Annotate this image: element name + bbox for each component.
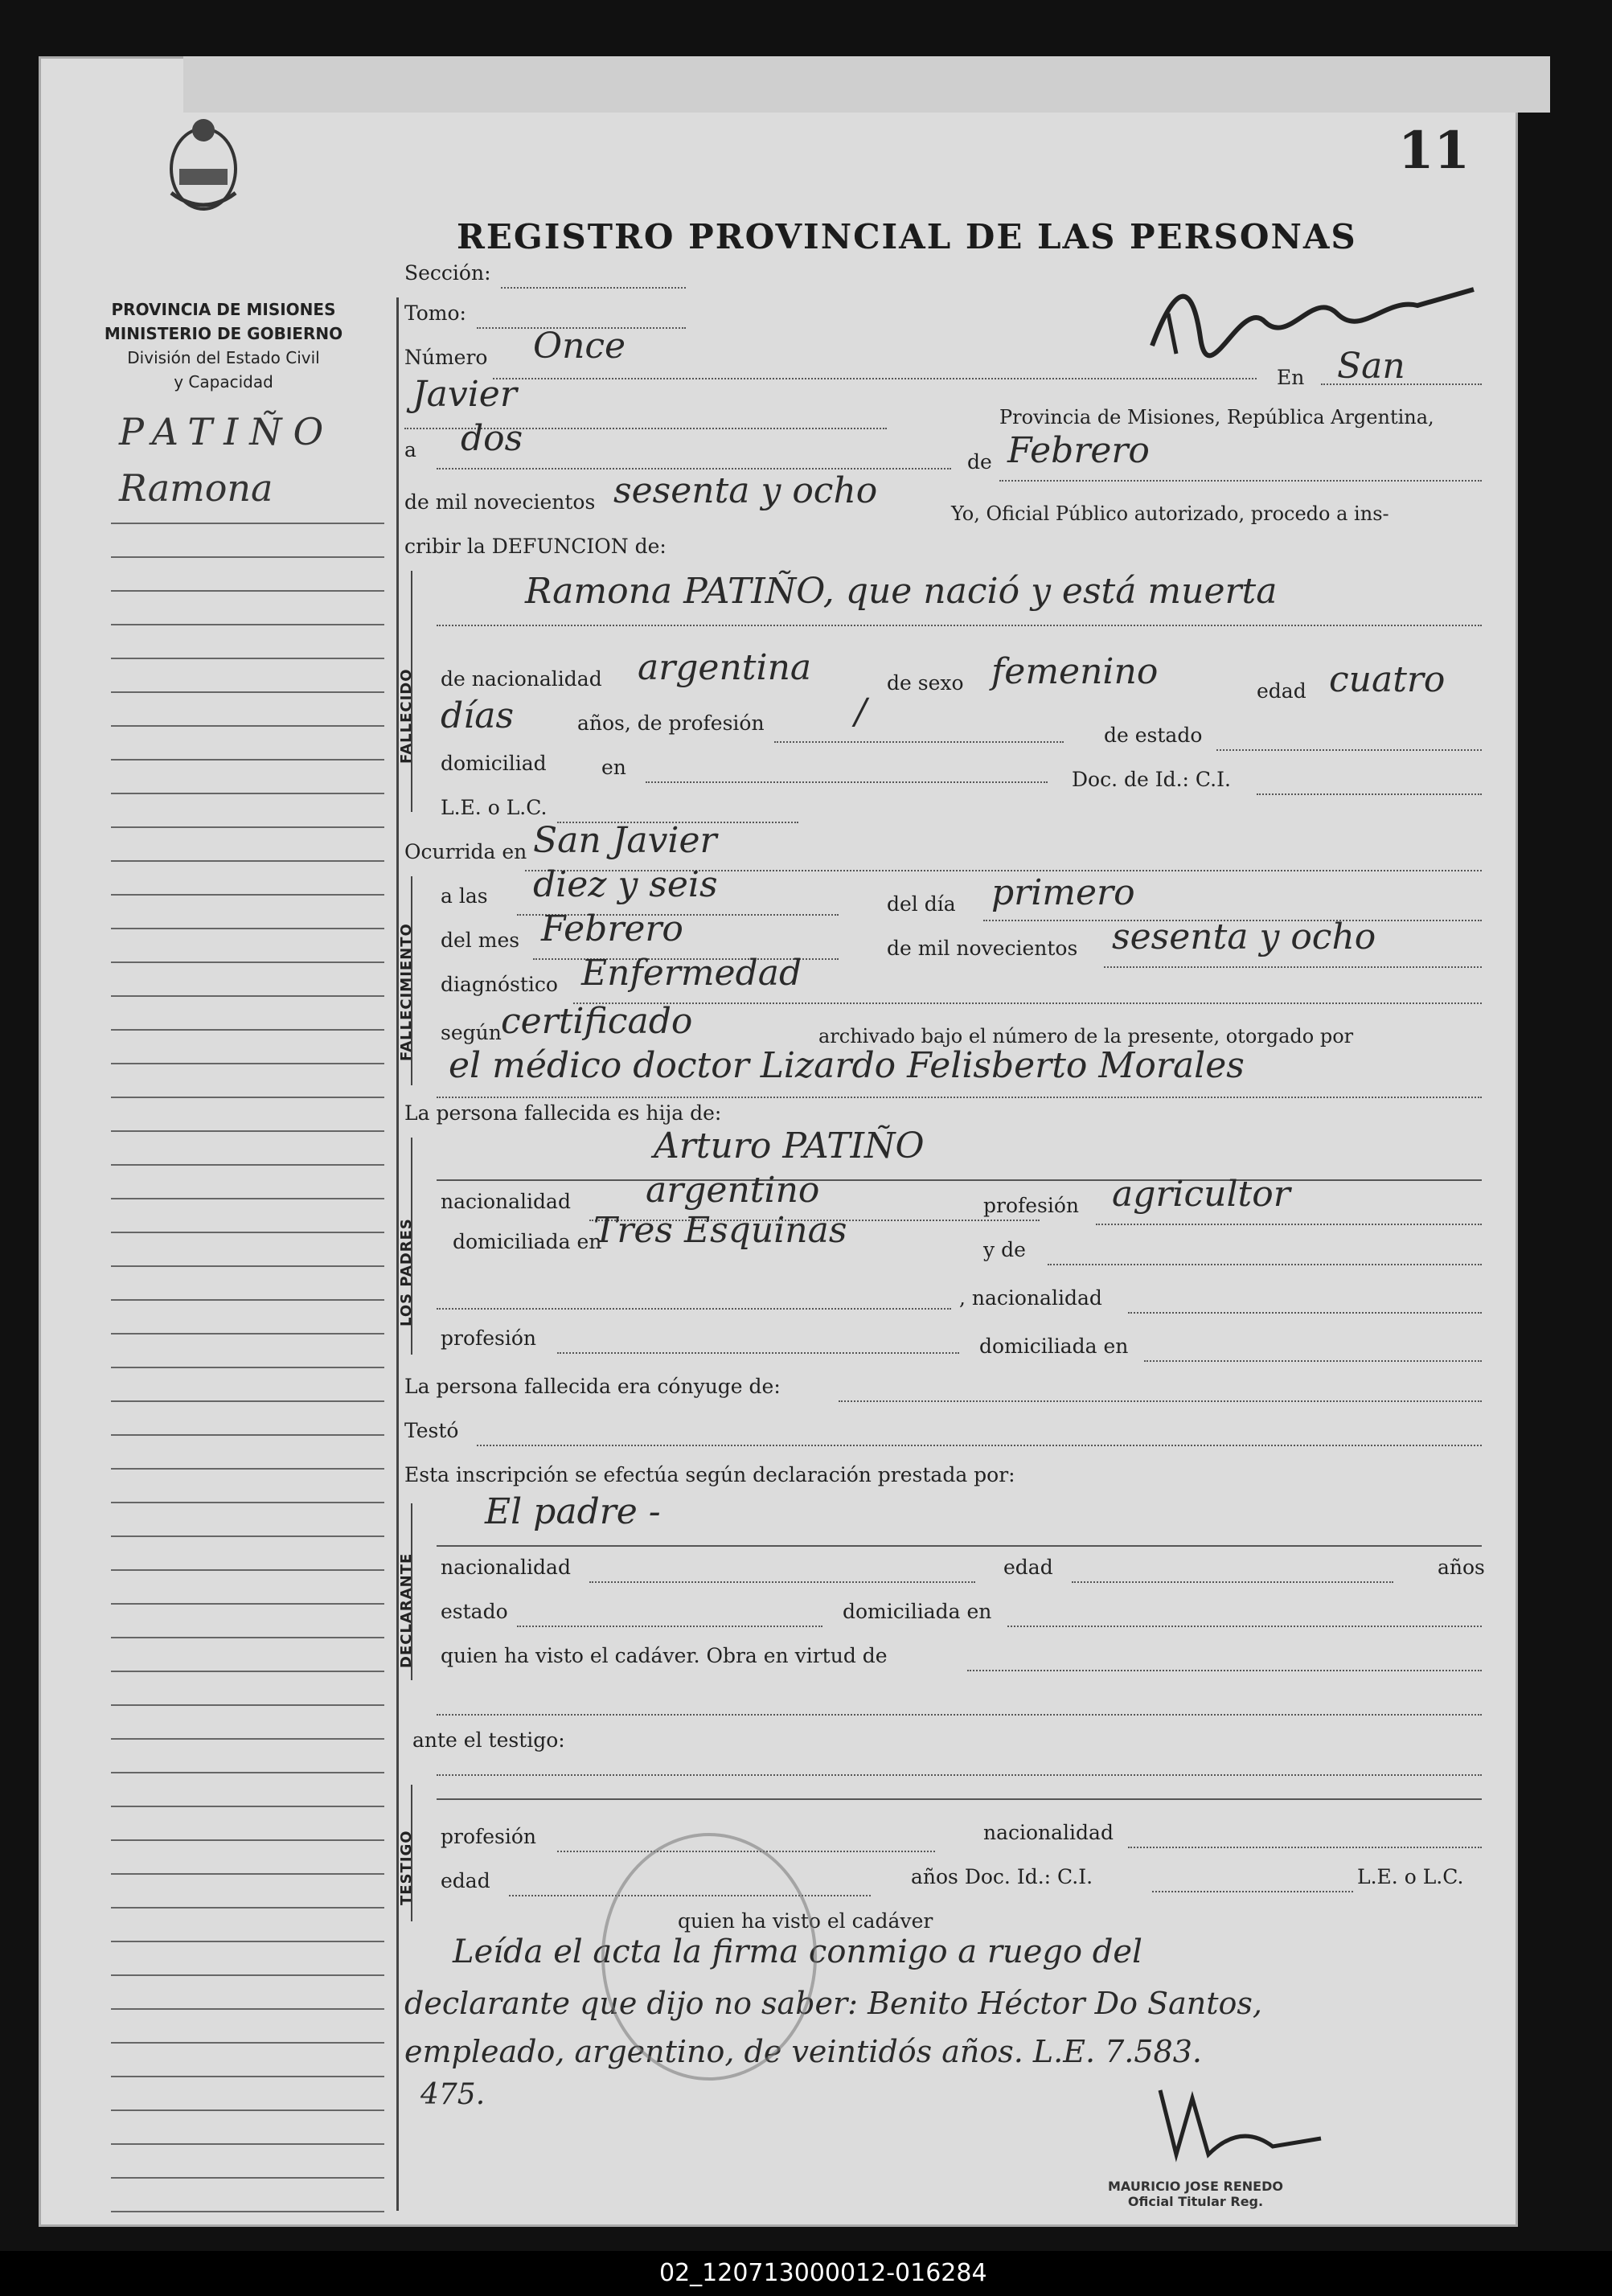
- padres-profesion2-label: profesión: [441, 1326, 537, 1350]
- sexo-value: femenino: [991, 651, 1159, 692]
- officer-title: Oficial Titular Reg.: [1127, 2194, 1264, 2209]
- declarante-name-value: El padre -: [485, 1491, 661, 1532]
- document-page: [39, 56, 1518, 2227]
- diagnostico-value: Enfermedad: [581, 953, 802, 994]
- officer-signature: [1144, 2074, 1353, 2171]
- seccion-label: Sección:: [404, 261, 491, 285]
- estado-label: de estado: [1104, 724, 1203, 747]
- office-line-3: División del Estado Civil: [127, 348, 320, 367]
- padres-nacionalidad2-label: , nacionalidad: [959, 1286, 1102, 1310]
- en-domicilio-label: en: [601, 756, 626, 779]
- edad-label: edad: [1257, 679, 1306, 703]
- tomo-label: Tomo:: [404, 301, 466, 325]
- nacionalidad-label: de nacionalidad: [441, 667, 602, 691]
- official-stamp: [601, 1833, 817, 2081]
- registrar-signature: [1144, 265, 1482, 362]
- y-de-label: y de: [983, 1238, 1026, 1261]
- declaracion-label: Esta inscripción se efectúa según declaración prestada por:: [404, 1463, 1015, 1486]
- numero-value: Once: [533, 326, 626, 367]
- officer-name: MAURICIO JOSE RENEDO: [1108, 2179, 1283, 2194]
- fallecimiento-section-label: FALLECIMIENTO: [398, 923, 415, 1061]
- fallecimiento-year-value: sesenta y ocho: [1112, 916, 1376, 957]
- declarante-section-label: DECLARANTE: [398, 1552, 415, 1668]
- ocurrida-value: San Javier: [533, 820, 717, 861]
- previous-page-edge: [183, 56, 1550, 113]
- ocurrida-label: Ocurrida en: [404, 840, 527, 863]
- padres-section-label: LOS PADRES: [398, 1218, 415, 1326]
- padre-value: Arturo PATIÑO: [654, 1125, 925, 1166]
- del-dia-value: primero: [991, 872, 1135, 913]
- deceased-name-value: Ramona PATIÑO, que nació y está muerta: [525, 571, 1278, 612]
- padres-domiciliada-value: Tres Esquinas: [593, 1210, 847, 1251]
- day-value: dos: [461, 418, 523, 459]
- a-label: a: [404, 438, 416, 461]
- padres-domiciliada2-label: domiciliada en: [979, 1335, 1129, 1358]
- provincia-text: Provincia de Misiones, República Argentina,: [999, 406, 1434, 428]
- archivado-text: archivado bajo el número de la presente, otorgado por: [818, 1025, 1354, 1048]
- testo-label: Testó: [404, 1419, 459, 1442]
- margin-given-name: Ramona: [119, 466, 273, 510]
- page-number: 11: [1397, 121, 1470, 181]
- testigo-cadaver-label: quien ha visto el cadáver: [678, 1909, 933, 1933]
- padres-nacionalidad-value: argentino: [646, 1170, 820, 1211]
- profesion-value: /: [855, 691, 867, 732]
- en-value: San: [1337, 346, 1405, 387]
- declarante-estado-label: estado: [441, 1600, 508, 1623]
- padres-profesion-label: profesión: [983, 1194, 1080, 1217]
- declarante-domiciliada-label: domiciliada en: [843, 1600, 992, 1623]
- closing-line-3: empleado, argentino, de veintidós años. L.E. 7.583.: [404, 2034, 1202, 2069]
- doc-id-label: Doc. de Id.: C.I.: [1072, 768, 1231, 791]
- a-las-label: a las: [441, 884, 488, 908]
- declarante-cadaver-label: quien ha visto el cadáver. Obra en virtud de: [441, 1644, 888, 1667]
- padres-nacionalidad-label: nacionalidad: [441, 1190, 571, 1213]
- closing-line-4: 475.: [420, 2078, 486, 2111]
- closing-line-2: declarante que dijo no saber: Benito Héctor Do Santos,: [404, 1986, 1262, 2021]
- closing-line-1: Leída el acta la firma conmigo a ruego del: [453, 1933, 1142, 1970]
- numero-label: Número: [404, 346, 488, 369]
- del-mes-value: Febrero: [541, 908, 683, 949]
- a-las-value: diez y seis: [533, 864, 718, 905]
- del-mes-label: del mes: [441, 929, 520, 952]
- cribir-text: cribir la DEFUNCION de:: [404, 535, 667, 558]
- month-value: Febrero: [1007, 430, 1150, 471]
- edad-unit-value: días: [441, 695, 515, 736]
- declarante-nacionalidad-label: nacionalidad: [441, 1556, 571, 1579]
- declarante-edad-label: edad: [1003, 1556, 1053, 1579]
- medico-value: el médico doctor Lizardo Felisberto Morales: [449, 1045, 1245, 1086]
- anos-profesion-label: años, de profesión: [577, 711, 765, 735]
- edad-value: cuatro: [1329, 659, 1446, 700]
- fallecido-section-label: FALLECIDO: [398, 668, 415, 764]
- ante-testigo-label: ante el testigo:: [412, 1728, 565, 1752]
- domiciliado-label: domiciliad: [441, 752, 547, 775]
- padres-profesion-value: agricultor: [1112, 1174, 1290, 1215]
- sexo-label: de sexo: [887, 671, 964, 695]
- officer-block: [1108, 2179, 1283, 2209]
- office-line-1: PROVINCIA DE MISIONES: [111, 300, 336, 319]
- hija-label: La persona fallecida es hija de:: [404, 1101, 722, 1125]
- testigo-le-label: L.E. o L.C.: [1357, 1865, 1464, 1888]
- place-value: Javier: [412, 374, 517, 415]
- padres-domiciliada-label: domiciliada en: [453, 1230, 602, 1253]
- testigo-section-label: TESTIGO: [398, 1830, 415, 1905]
- year-label: de mil novecientos: [404, 490, 596, 514]
- segun-label: según: [441, 1021, 502, 1044]
- del-dia-label: del día: [887, 892, 956, 916]
- office-line-4: y Capacidad: [174, 372, 273, 392]
- segun-value: certificado: [501, 1001, 693, 1042]
- fallecimiento-year-label: de mil novecientos: [887, 937, 1078, 960]
- le-lc-label: L.E. o L.C.: [441, 796, 548, 819]
- margin-surname: PATIÑO: [119, 410, 335, 453]
- declarante-anos-label: años: [1438, 1556, 1485, 1579]
- de-label: de: [967, 450, 992, 474]
- office-heading: [71, 297, 376, 394]
- testigo-profesion-label: profesión: [441, 1825, 537, 1848]
- en-label: En: [1277, 366, 1305, 389]
- conyuge-label: La persona fallecida era cónyuge de:: [404, 1375, 781, 1398]
- footer-bar: [0, 2251, 1612, 2296]
- diagnostico-label: diagnóstico: [441, 973, 558, 996]
- coat-of-arms-icon: [159, 113, 248, 217]
- official-text: Yo, Oficial Público autorizado, procedo a ins-: [951, 502, 1389, 525]
- document-title: REGISTRO PROVINCIAL DE LAS PERSONAS: [457, 217, 1357, 256]
- testigo-nacionalidad-label: nacionalidad: [983, 1821, 1114, 1844]
- nacionalidad-value: argentina: [638, 647, 812, 688]
- office-line-2: MINISTERIO DE GOBIERNO: [104, 324, 343, 343]
- footer-code: 02_120713000012-016284: [659, 2259, 987, 2287]
- testigo-anos-label: años Doc. Id.: C.I.: [911, 1865, 1093, 1888]
- testigo-edad-label: edad: [441, 1869, 490, 1892]
- year-value: sesenta y ocho: [613, 470, 878, 511]
- margin-ruled-lines: [111, 490, 384, 2212]
